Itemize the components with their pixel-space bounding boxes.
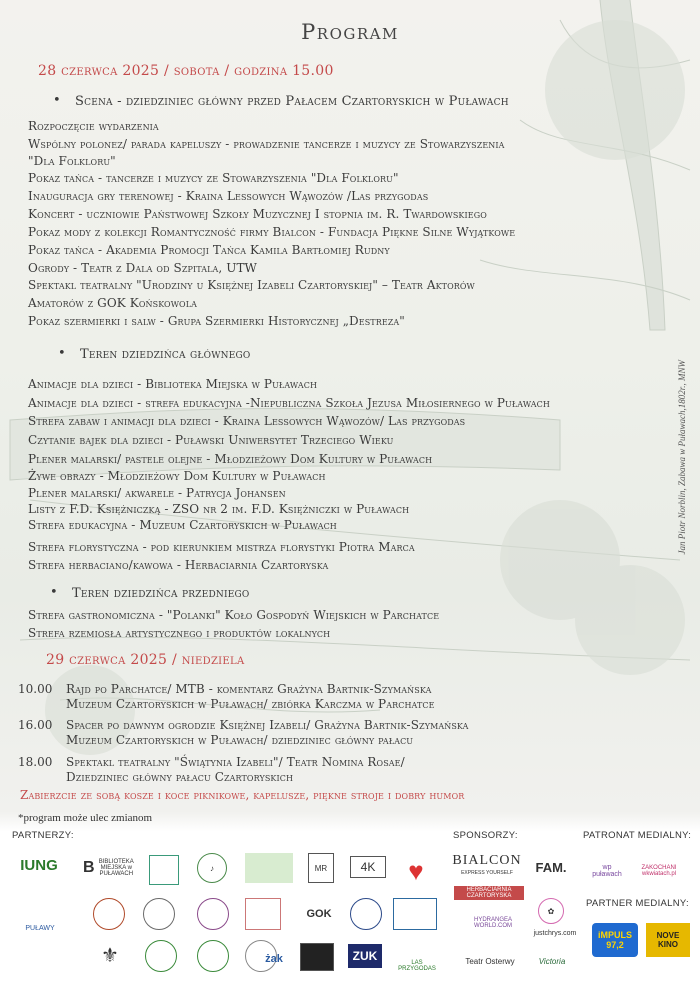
reminder: Zabierzcie ze sobą kosze i koce piknikowe, kapelusze, piękne stroje i dobry humor	[20, 788, 465, 802]
partner-logo-icon	[197, 898, 229, 930]
zak-logo: żak	[265, 953, 283, 965]
program-line: Spektakl teatralny "Urodziny u Księżnej Izabeli Czartoryskiej" – Teatr Aktorów	[28, 278, 475, 292]
biblioteka-logo	[83, 853, 135, 883]
partner-logo-icon	[245, 898, 281, 930]
partner-logo-icon	[149, 855, 179, 885]
partner-logo-icon	[393, 898, 437, 930]
iung-logo: IUNG	[20, 856, 58, 874]
section1-heading: • Scena - dziedziniec główny przed Pałacem Czartoryskich w Puławach	[75, 94, 509, 109]
section2-heading: • Teren dziedzińca głównego	[80, 347, 250, 362]
program-line: Pokaz tańca - Akademia Promocji Tańca Kamila Bartłomiej Rudny	[28, 243, 390, 257]
gok-logo: GOK	[306, 908, 332, 920]
image-credit: Jan Piotr Norblin, Zabawa w Puławach,1802r., MNW	[677, 360, 687, 555]
partner-logo-icon	[14, 940, 64, 970]
event-line: Muzeum Czartoryskich w Puławach/ dziedziniec główny pałacu	[66, 733, 414, 747]
biblioteka-mark-icon: B	[83, 859, 95, 876]
event-line: Rajd po Parchatce/ MTB - komentarz Grażyna Bartnik-Szymańska	[66, 682, 432, 696]
partner-logo-icon: ♪	[197, 853, 227, 883]
program-line: Czytanie bajek dla dzieci - Puławski Uniwersytet Trzeciego Wieku	[28, 433, 394, 447]
partner-logo-icon	[145, 940, 177, 972]
zakochani-logo: ZAKOCHANI wkwiatach.pl	[641, 865, 677, 877]
program-line: "Dla Folkloru"	[28, 154, 116, 168]
partner-logo-icon	[143, 898, 175, 930]
mr-logo: MR	[308, 853, 334, 883]
program-line: Listy z F.D. Księżniczką - ZSO nr 2 im. F.D. Księżniczki w Puławach	[28, 502, 410, 516]
wp-pulawach-logo: wp puławach	[592, 864, 622, 878]
event-time: 18.00	[18, 755, 53, 769]
fam-logo: FAM.	[535, 859, 567, 875]
partner-logo-icon	[350, 898, 382, 930]
program-line: Strefa florystyczna - pod kierunkiem mistrza florystyki Piotra Marca	[28, 540, 415, 554]
program-line: Plener malarski/ pastele olejne - Młodzieżowy Dom Kultury w Puławach	[28, 452, 433, 466]
program-line: Ogrody - Teatr z Dala od Szpitala, UTW	[28, 261, 257, 275]
program-line: Strefa zabaw i animacji dla dzieci - Kraina Lessowych Wąwozów/ Las przygodas	[28, 414, 466, 428]
event-line: Dziedziniec główny pałacu Czartoryskich	[66, 770, 294, 784]
program-line: Pokaz szermierki i salw - Grupa Szermierki Historycznej „Destreza"	[28, 314, 405, 328]
program-line: Animacje dla dzieci - strefa edukacyjna -Niepubliczna Szkoła Jezusa Miłosiernego w Puławach	[28, 396, 550, 410]
day1-date: 28 czerwca 2025 / sobota / godzina 15.00	[38, 63, 334, 79]
flower-icon: ✿	[538, 898, 564, 924]
hydrangea-logo: HYDRANGEA WORLD.COM	[473, 917, 512, 929]
media-partner-label: PARTNER MEDIALNY:	[586, 898, 689, 909]
section3-heading: • Teren dziedzińca przedniego	[72, 586, 249, 601]
pulawy-logo: PUŁAWY	[25, 925, 55, 932]
event-line: Spektakl teatralny "Świątynia Izabeli"/ Teatr Nomina Rosae/	[66, 755, 405, 769]
program-line: Inauguracja gry terenowej - Kraina Lessowych Wąwozów /Las przygodas	[28, 189, 429, 203]
bialcon-tagline: EXPRESS YOURSELF	[461, 870, 513, 876]
program-line: Strefa rzemiosła artystycznego i produktów lokalnych	[28, 626, 331, 640]
program-line: Plener malarski/ akwarele - Patrycja Johansen	[28, 486, 286, 500]
program-line: Pokaz mody z kolekcji Romantyczność firmy Bialcon - Fundacja Piękne Silne Wyjątkowe	[28, 225, 516, 239]
partner-logo-icon	[93, 898, 125, 930]
program-line: Amatorów z GOK Końskowola	[28, 296, 197, 310]
biblioteka-name: BIBLIOTEKA MIEJSKA w PUŁAWACH	[98, 859, 134, 877]
page-title: Program	[301, 20, 399, 44]
teatr-osterwy-logo: Teatr Osterwy	[465, 956, 515, 966]
program-line: Rozpoczęcie wydarzenia	[28, 119, 159, 133]
zuk-logo: ZUK	[348, 944, 382, 968]
four-k-logo: 4K	[350, 856, 386, 878]
event-time: 16.00	[18, 718, 53, 732]
program-line: Koncert - uczniowie Państwowej Szkoły Muzycznej I stopnia im. R. Twardowskiego	[28, 207, 487, 221]
victoria-logo: Victoria	[538, 956, 566, 966]
program-line: Strefa herbaciano/kawowa - Herbaciarnia Czartoryska	[28, 558, 329, 572]
sponsors-label: SPONSORZY:	[453, 830, 518, 841]
herbaciarnia-logo: HERBACIARNIA CZARTORYSKA	[454, 886, 524, 900]
program-line: Animacje dla dzieci - Biblioteka Miejska w Puławach	[28, 377, 318, 391]
partner-logo-icon	[197, 940, 229, 972]
program-line: Żywe obrazy - Młodzieżowy Dom Kultury w Puławach	[28, 469, 326, 483]
las-przygodas-logo: LAS PRZYGODAS	[398, 960, 436, 972]
change-note: *program może ulec zmianom	[18, 812, 153, 824]
program-line: Strefa gastronomiczna - "Polanki" Koło Gospodyń Wiejskich w Parchatce	[28, 608, 440, 622]
program-line: Pokaz tańca - tancerze i muzycy ze Stowarzyszenia "Dla Folkloru"	[28, 171, 399, 185]
partner-logo-icon	[300, 943, 334, 971]
heart-icon: ♥	[408, 855, 424, 886]
program-line: Wspólny polonez/ parada kapeluszy - prowadzenie tancerze i muzycy ze Stowarzyszenia	[28, 137, 505, 151]
day2-date: 29 czerwca 2025 / niedziela	[46, 652, 245, 668]
event-line: Muzeum Czartoryskich w Puławach/ zbiórka Karczma w Parchatce	[66, 697, 435, 711]
event-time: 10.00	[18, 682, 53, 696]
event-line: Spacer po dawnym ogrodzie Księżnej Izabeli/ Grażyna Bartnik-Szymańska	[66, 718, 469, 732]
partners-label: PARTNERZY:	[12, 830, 74, 841]
justchrys-logo: justchrys.com	[533, 929, 577, 937]
partner-logo-icon	[245, 853, 293, 883]
partner-logo-icon: ⚜	[101, 944, 119, 967]
program-line: Strefa edukacyjna - Muzeum Czartoryskich w Puławach	[28, 518, 337, 532]
impuls-logo: iMPULS 97,2	[592, 923, 638, 957]
bialcon-logo: BIALCON	[452, 853, 522, 868]
nove-kino-logo: NOVE KINO	[646, 923, 690, 957]
patronage-label: PATRONAT MEDIALNY:	[583, 830, 692, 841]
